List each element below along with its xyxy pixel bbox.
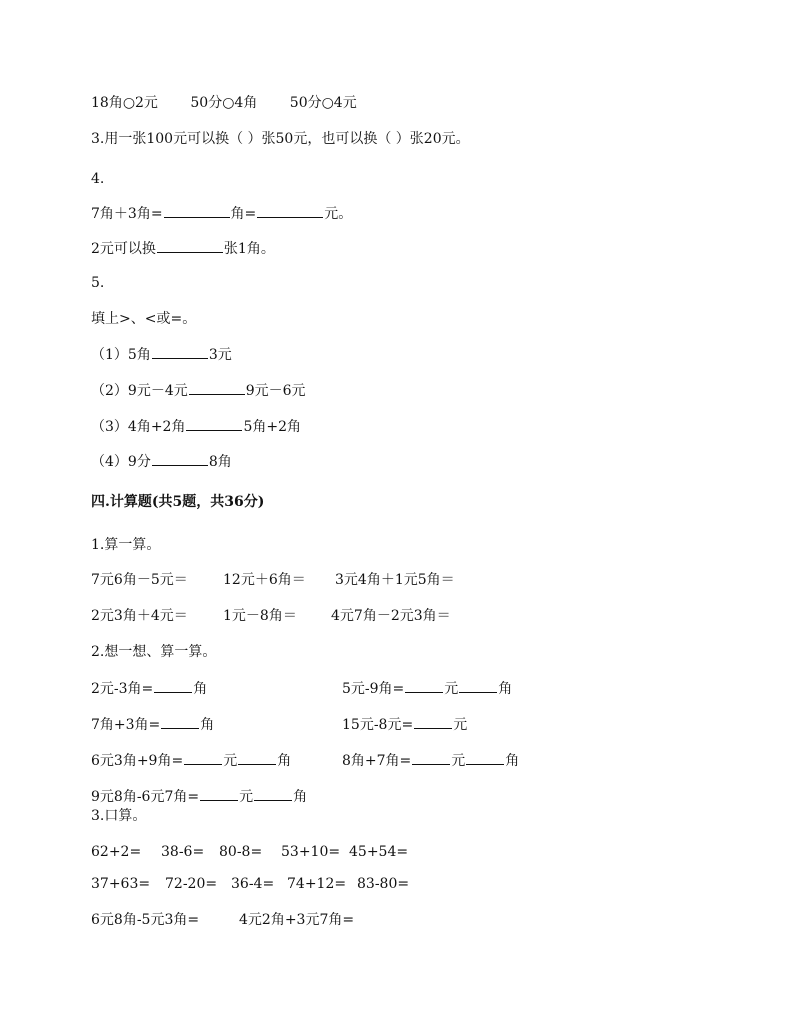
compare-item: 18角○2元 [91,95,158,111]
expression: 83-80= [357,876,410,892]
text: 8角 [208,454,232,470]
expression: 4元2角+3元7角= [239,912,355,928]
expression: 38-6= [161,844,205,860]
answer-blank[interactable] [405,678,443,693]
expression: 80-8= [219,844,263,860]
compare-item-1 [91,344,232,365]
text: 角 [193,681,208,697]
answer-blank[interactable] [152,344,208,359]
expression: 53+10= [281,844,341,860]
answer-blank[interactable] [459,678,497,693]
text: 15元-8元= [342,717,414,733]
text: （3）4角+2角 [91,419,186,435]
compare-item-2 [91,380,306,401]
answer-blank[interactable] [184,750,222,765]
text: 张1角。 [223,241,275,257]
calc-1-row-1 [91,570,455,590]
question-4-line-1 [91,203,352,224]
answer-blank[interactable] [412,750,450,765]
compare-item-3 [91,416,301,437]
compare-item: 50分○4角 [190,95,258,111]
text: 9元8角-6元7角= [91,789,200,805]
calc-1-row-2 [91,606,451,626]
text: 9元－6元 [245,383,306,399]
question-4-line-2 [91,238,275,259]
text: 8角+7角= [342,753,412,769]
expression: 7元6角－5元＝ [91,572,188,588]
text: 6元3角+9角= [91,753,184,769]
text: 7角+3角= [91,717,161,733]
answer-blank[interactable] [161,714,199,729]
compare-item-4 [91,451,232,472]
expression: 62+2= [91,844,142,860]
answer-blank[interactable] [466,750,504,765]
calc-3-row-1 [91,842,408,862]
answer-blank[interactable] [152,451,208,466]
answer-blank[interactable] [164,203,230,218]
question-3: 3.用一张100元可以换（ ）张50元，也可以换（ ）张20元。 [91,131,470,147]
calc-3-row-3 [91,910,354,930]
calc-2-row-1-left [91,678,207,699]
compare-row [91,93,357,113]
answer-blank[interactable] [189,380,245,395]
text: 角 [498,681,513,697]
text: 5角+2角 [243,419,301,435]
text: 角 [200,717,215,733]
text: 2元-3角= [91,681,154,697]
expression: 6元8角-5元3角= [91,912,200,928]
compare-item: 50分○4元 [289,95,357,111]
question-5-instruction: 填上>、<或=。 [91,311,197,327]
text: 7角＋3角= [91,206,163,222]
calc-3-row-2 [91,874,409,894]
calc-2-row-2-left [91,714,214,735]
text: 角= [230,206,257,222]
text: 元 [444,681,459,697]
expression: 12元＋6角＝ [223,572,306,588]
text: （4）9分 [91,454,151,470]
text: （1）5角 [91,347,151,363]
expression: 72-20= [165,876,218,892]
calc-2-row-1-right [342,678,512,699]
section-heading: 四.计算题(共5题，共36分) [91,494,265,510]
calc-2-row-2-right [342,714,467,735]
question-5-number: 5. [91,275,105,291]
expression: 3元4角＋1元5角＝ [335,572,455,588]
answer-blank[interactable] [257,203,323,218]
text: 元。 [324,206,353,222]
answer-blank[interactable] [157,238,223,253]
expression: 1元－8角＝ [223,608,297,624]
answer-blank[interactable] [414,714,452,729]
text: （2）9元－4元 [91,383,188,399]
text: 元 [223,753,238,769]
expression: 37+63= [91,876,151,892]
expression: 36-4= [231,876,275,892]
text: 角 [277,753,292,769]
text: 元 [451,753,466,769]
text: 角 [293,789,308,805]
answer-blank[interactable] [200,786,238,801]
answer-blank[interactable] [238,750,276,765]
answer-blank[interactable] [254,786,292,801]
expression: 2元3角＋4元＝ [91,608,188,624]
calc-2-title: 2.想一想、算一算。 [91,644,217,660]
text: 5元-9角= [342,681,405,697]
text: 2元可以换 [91,241,156,257]
text: 元 [239,789,254,805]
answer-blank[interactable] [154,678,192,693]
calc-3-title: 3.口算。 [91,808,147,824]
question-4-number: 4. [91,171,105,187]
expression: 45+54= [349,844,409,860]
expression: 4元7角－2元3角＝ [331,608,451,624]
text: 3元 [208,347,232,363]
calc-2-row-3-right [342,750,519,771]
expression: 74+12= [287,876,347,892]
text: 元 [453,717,468,733]
calc-1-title: 1.算一算。 [91,537,161,553]
calc-2-row-4-left [91,786,307,807]
answer-blank[interactable] [186,416,242,431]
text: 角 [505,753,520,769]
calc-2-row-3-left [91,750,291,771]
